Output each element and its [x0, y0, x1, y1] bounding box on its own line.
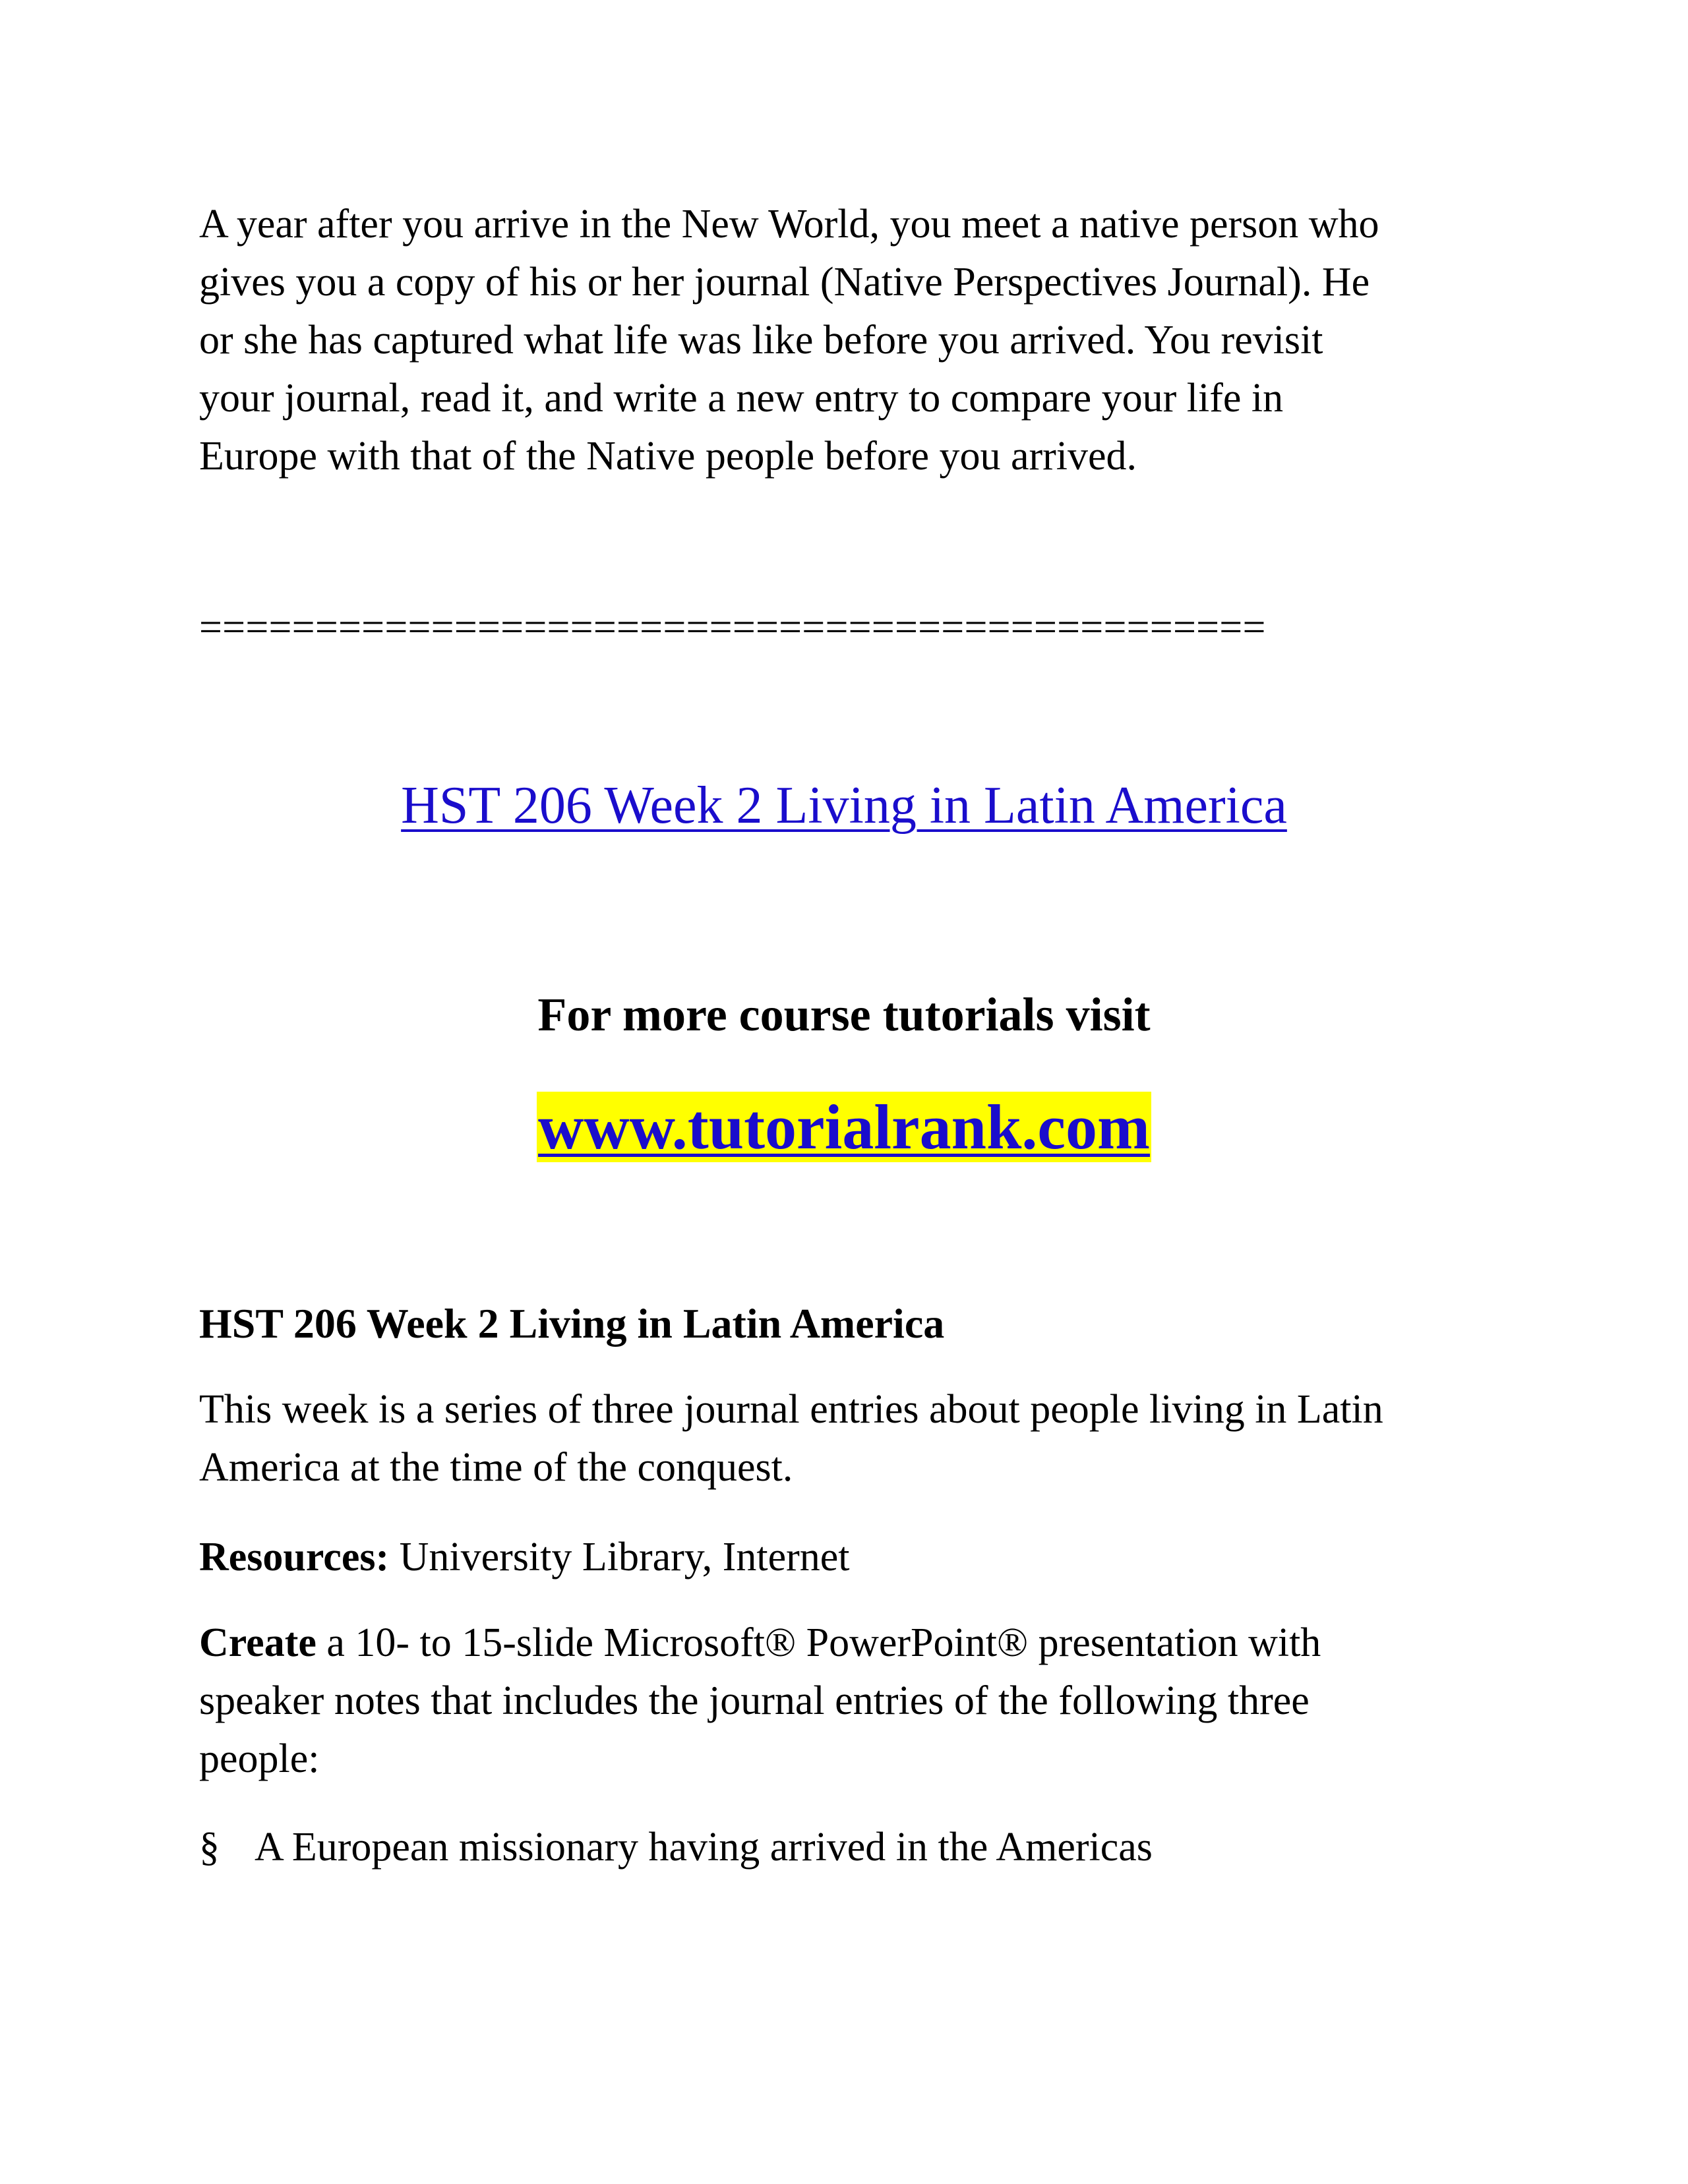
create-paragraph [199, 1614, 1505, 1788]
bullet-item [199, 1818, 1153, 1876]
intro-line: Europe with that of the Native people before you arrived. [199, 434, 1137, 479]
bullet-text: A European missionary having arrived in the Americas [255, 1825, 1153, 1870]
intro-line: or she has captured what life was like before you arrived. You revisit [199, 318, 1323, 363]
intro-line: gives you a copy of his or her journal (Native Perspectives Journal). He [199, 260, 1370, 305]
visit-label: For more course tutorials visit [537, 988, 1151, 1041]
resources-value: University Library, Internet [389, 1535, 850, 1579]
week-line: America at the time of the conquest. [199, 1445, 793, 1490]
resources-paragraph [199, 1528, 1505, 1586]
section-sign-icon: § [199, 1825, 220, 1870]
resources-label: Resources: [199, 1535, 390, 1579]
intro-line: A year after you arrive in the New World, you meet a native person who [199, 202, 1379, 247]
week-description [199, 1380, 1505, 1496]
create-line: a 10- to 15-slide Microsoft® PowerPoint® presentation with [316, 1620, 1321, 1665]
intro-line: your journal, read it, and write a new entry to compare your life in [199, 376, 1284, 421]
create-line: people: [199, 1736, 320, 1781]
intro-paragraph [199, 195, 1505, 485]
week-line: This week is a series of three journal entries about people living in Latin [199, 1387, 1383, 1432]
create-label: Create [199, 1620, 316, 1665]
course-link[interactable]: HST 206 Week 2 Living in Latin America [401, 777, 1287, 835]
divider-line: ============================================== [199, 605, 1266, 650]
site-link-container [0, 1090, 1688, 1164]
section-heading: HST 206 Week 2 Living in Latin America [199, 1300, 945, 1347]
create-line: speaker notes that includes the journal entries of the following three [199, 1678, 1310, 1723]
site-link[interactable]: www.tutorialrank.com [538, 1092, 1150, 1162]
